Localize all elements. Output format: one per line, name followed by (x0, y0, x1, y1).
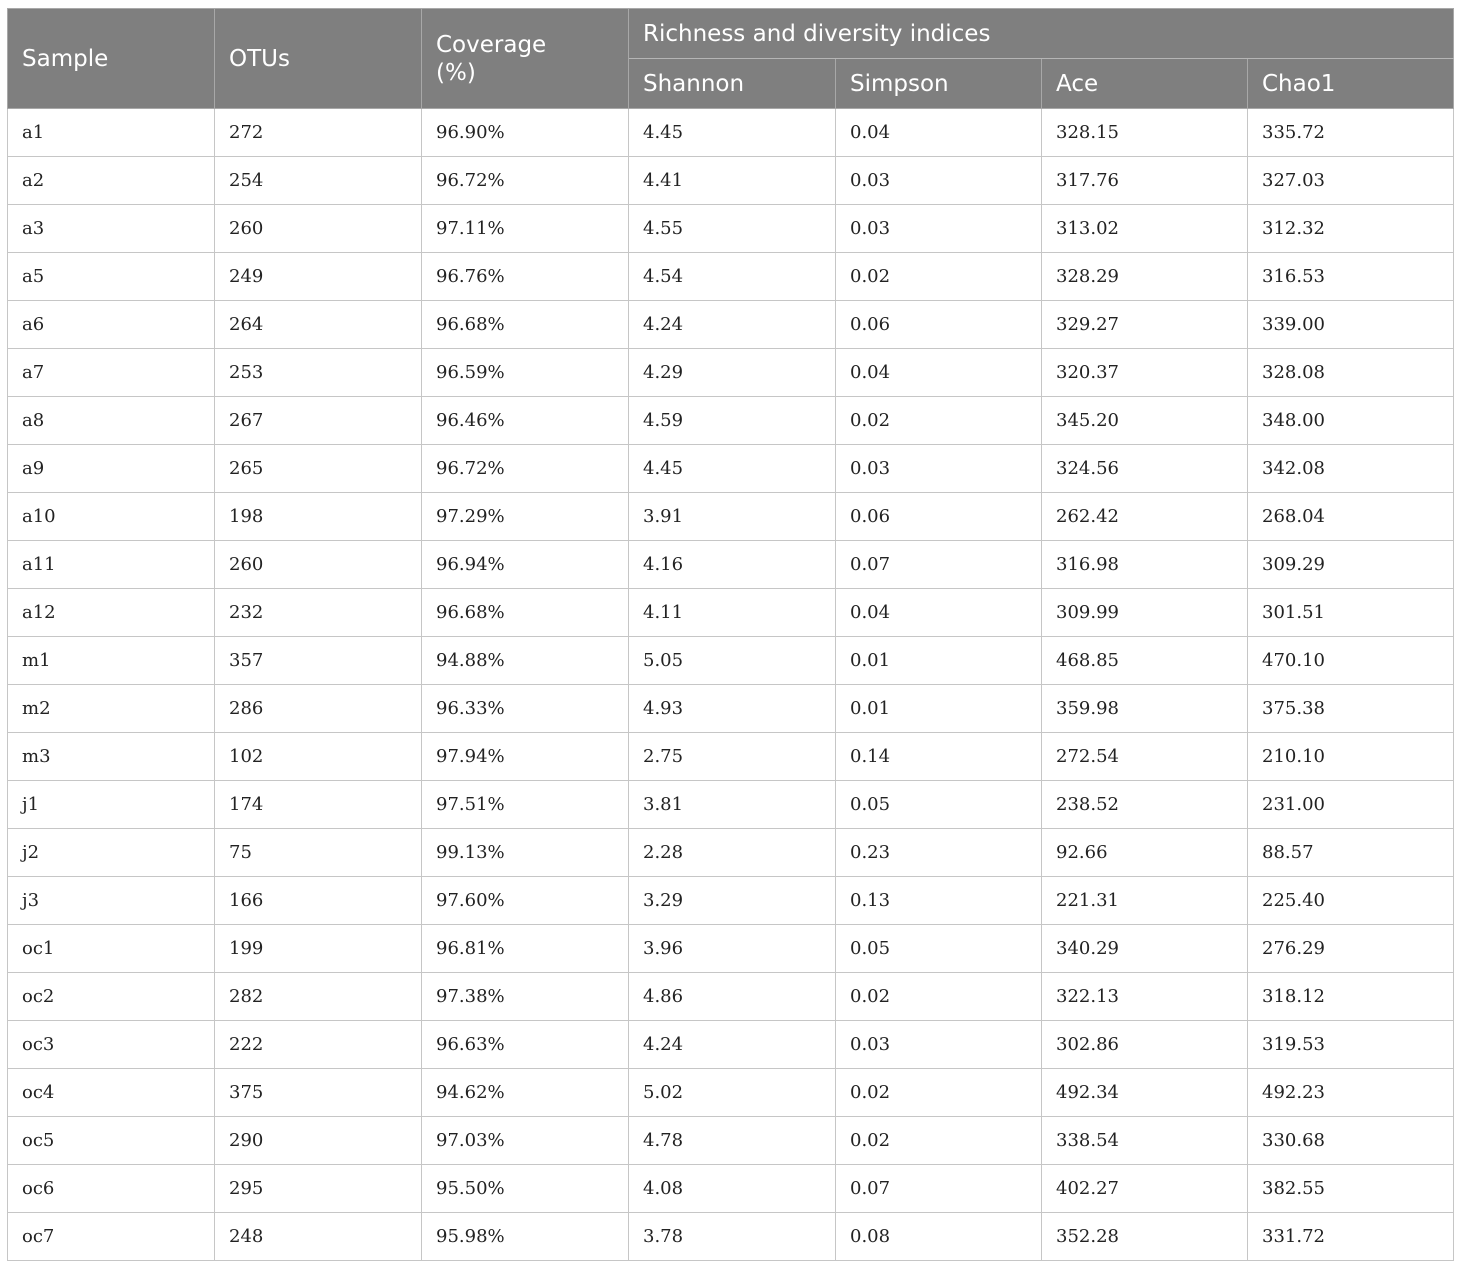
cell-otus: 174 (215, 781, 422, 829)
cell-otus: 260 (215, 541, 422, 589)
cell-shannon: 4.78 (629, 1117, 836, 1165)
cell-chao1: 268.04 (1248, 493, 1454, 541)
cell-sample: a8 (8, 397, 215, 445)
cell-chao1: 210.10 (1248, 733, 1454, 781)
cell-otus: 265 (215, 445, 422, 493)
cell-otus: 375 (215, 1069, 422, 1117)
cell-otus: 75 (215, 829, 422, 877)
cell-ace: 316.98 (1042, 541, 1248, 589)
cell-shannon: 4.11 (629, 589, 836, 637)
cell-chao1: 231.00 (1248, 781, 1454, 829)
cell-simpson: 0.07 (836, 1165, 1042, 1213)
cell-coverage: 96.90% (422, 109, 629, 157)
cell-simpson: 0.05 (836, 925, 1042, 973)
cell-chao1: 348.00 (1248, 397, 1454, 445)
cell-sample: a9 (8, 445, 215, 493)
cell-ace: 359.98 (1042, 685, 1248, 733)
cell-otus: 253 (215, 349, 422, 397)
cell-shannon: 4.45 (629, 445, 836, 493)
cell-chao1: 301.51 (1248, 589, 1454, 637)
cell-shannon: 4.45 (629, 109, 836, 157)
cell-chao1: 327.03 (1248, 157, 1454, 205)
cell-ace: 328.29 (1042, 253, 1248, 301)
cell-simpson: 0.01 (836, 685, 1042, 733)
cell-coverage: 97.38% (422, 973, 629, 1021)
diversity-table (7, 8, 1454, 1261)
cell-chao1: 318.12 (1248, 973, 1454, 1021)
cell-coverage: 94.62% (422, 1069, 629, 1117)
cell-ace: 221.31 (1042, 877, 1248, 925)
cell-shannon: 4.59 (629, 397, 836, 445)
cell-coverage: 97.51% (422, 781, 629, 829)
cell-ace: 302.86 (1042, 1021, 1248, 1069)
table-header (8, 9, 1454, 109)
cell-shannon: 5.05 (629, 637, 836, 685)
cell-shannon: 3.78 (629, 1213, 836, 1261)
cell-coverage: 94.88% (422, 637, 629, 685)
cell-otus: 198 (215, 493, 422, 541)
cell-simpson: 0.03 (836, 445, 1042, 493)
cell-shannon: 3.29 (629, 877, 836, 925)
cell-chao1: 88.57 (1248, 829, 1454, 877)
table-row (8, 205, 1454, 253)
cell-ace: 338.54 (1042, 1117, 1248, 1165)
table-row (8, 877, 1454, 925)
cell-coverage: 97.29% (422, 493, 629, 541)
cell-shannon: 3.91 (629, 493, 836, 541)
cell-shannon: 4.41 (629, 157, 836, 205)
table-row (8, 637, 1454, 685)
cell-sample: oc5 (8, 1117, 215, 1165)
cell-chao1: 375.38 (1248, 685, 1454, 733)
cell-sample: oc3 (8, 1021, 215, 1069)
table-row (8, 1213, 1454, 1261)
cell-ace: 329.27 (1042, 301, 1248, 349)
table-row (8, 157, 1454, 205)
table-row (8, 109, 1454, 157)
cell-simpson: 0.07 (836, 541, 1042, 589)
cell-shannon: 4.55 (629, 205, 836, 253)
cell-ace: 320.37 (1042, 349, 1248, 397)
cell-sample: a5 (8, 253, 215, 301)
cell-simpson: 0.03 (836, 205, 1042, 253)
cell-coverage: 96.72% (422, 445, 629, 493)
table-row (8, 397, 1454, 445)
cell-shannon: 4.08 (629, 1165, 836, 1213)
cell-coverage: 96.94% (422, 541, 629, 589)
cell-coverage: 97.03% (422, 1117, 629, 1165)
cell-ace: 309.99 (1042, 589, 1248, 637)
cell-chao1: 309.29 (1248, 541, 1454, 589)
cell-simpson: 0.23 (836, 829, 1042, 877)
cell-sample: a12 (8, 589, 215, 637)
cell-sample: oc6 (8, 1165, 215, 1213)
cell-simpson: 0.02 (836, 253, 1042, 301)
cell-sample: a3 (8, 205, 215, 253)
cell-otus: 102 (215, 733, 422, 781)
table-row (8, 925, 1454, 973)
cell-shannon: 4.29 (629, 349, 836, 397)
header-richness-diversity-group: Richness and diversity indices (629, 9, 1454, 59)
cell-ace: 272.54 (1042, 733, 1248, 781)
cell-shannon: 3.81 (629, 781, 836, 829)
cell-coverage: 97.94% (422, 733, 629, 781)
cell-simpson: 0.02 (836, 397, 1042, 445)
header-row-top (8, 9, 1454, 59)
cell-sample: a11 (8, 541, 215, 589)
cell-simpson: 0.01 (836, 637, 1042, 685)
cell-otus: 249 (215, 253, 422, 301)
cell-chao1: 342.08 (1248, 445, 1454, 493)
cell-otus: 264 (215, 301, 422, 349)
cell-otus: 232 (215, 589, 422, 637)
cell-otus: 267 (215, 397, 422, 445)
table-row (8, 1021, 1454, 1069)
cell-chao1: 319.53 (1248, 1021, 1454, 1069)
cell-ace: 92.66 (1042, 829, 1248, 877)
header-simpson: Simpson (836, 59, 1042, 109)
cell-ace: 317.76 (1042, 157, 1248, 205)
cell-coverage: 96.68% (422, 589, 629, 637)
cell-sample: j3 (8, 877, 215, 925)
cell-simpson: 0.14 (836, 733, 1042, 781)
cell-otus: 272 (215, 109, 422, 157)
cell-chao1: 382.55 (1248, 1165, 1454, 1213)
table-row (8, 1165, 1454, 1213)
table-row (8, 685, 1454, 733)
cell-chao1: 470.10 (1248, 637, 1454, 685)
cell-ace: 322.13 (1042, 973, 1248, 1021)
table-row (8, 781, 1454, 829)
cell-simpson: 0.04 (836, 349, 1042, 397)
cell-shannon: 4.54 (629, 253, 836, 301)
table-row (8, 445, 1454, 493)
cell-coverage: 96.76% (422, 253, 629, 301)
cell-otus: 357 (215, 637, 422, 685)
cell-sample: a6 (8, 301, 215, 349)
cell-ace: 345.20 (1042, 397, 1248, 445)
cell-simpson: 0.05 (836, 781, 1042, 829)
cell-chao1: 276.29 (1248, 925, 1454, 973)
cell-chao1: 331.72 (1248, 1213, 1454, 1261)
cell-otus: 248 (215, 1213, 422, 1261)
cell-shannon: 4.93 (629, 685, 836, 733)
cell-coverage: 96.72% (422, 157, 629, 205)
cell-simpson: 0.06 (836, 493, 1042, 541)
table-body (8, 109, 1454, 1261)
table-row (8, 1069, 1454, 1117)
cell-shannon: 2.28 (629, 829, 836, 877)
cell-otus: 222 (215, 1021, 422, 1069)
cell-coverage: 97.11% (422, 205, 629, 253)
cell-ace: 328.15 (1042, 109, 1248, 157)
table-row (8, 301, 1454, 349)
cell-otus: 199 (215, 925, 422, 973)
cell-simpson: 0.02 (836, 1117, 1042, 1165)
cell-sample: m3 (8, 733, 215, 781)
cell-chao1: 335.72 (1248, 109, 1454, 157)
cell-chao1: 316.53 (1248, 253, 1454, 301)
cell-ace: 492.34 (1042, 1069, 1248, 1117)
cell-coverage: 99.13% (422, 829, 629, 877)
header-otus: OTUs (215, 9, 422, 109)
cell-coverage: 96.81% (422, 925, 629, 973)
cell-sample: oc4 (8, 1069, 215, 1117)
cell-simpson: 0.06 (836, 301, 1042, 349)
cell-coverage: 97.60% (422, 877, 629, 925)
table-row (8, 589, 1454, 637)
table-row (8, 349, 1454, 397)
cell-sample: a1 (8, 109, 215, 157)
cell-shannon: 4.16 (629, 541, 836, 589)
cell-sample: j2 (8, 829, 215, 877)
table-row (8, 829, 1454, 877)
cell-coverage: 96.59% (422, 349, 629, 397)
header-shannon: Shannon (629, 59, 836, 109)
cell-shannon: 4.24 (629, 301, 836, 349)
cell-coverage: 96.33% (422, 685, 629, 733)
cell-coverage: 95.50% (422, 1165, 629, 1213)
cell-sample: a2 (8, 157, 215, 205)
table-row (8, 253, 1454, 301)
cell-sample: j1 (8, 781, 215, 829)
header-ace: Ace (1042, 59, 1248, 109)
cell-sample: oc2 (8, 973, 215, 1021)
cell-shannon: 2.75 (629, 733, 836, 781)
cell-otus: 295 (215, 1165, 422, 1213)
cell-otus: 254 (215, 157, 422, 205)
cell-ace: 402.27 (1042, 1165, 1248, 1213)
cell-otus: 286 (215, 685, 422, 733)
cell-ace: 238.52 (1042, 781, 1248, 829)
cell-chao1: 339.00 (1248, 301, 1454, 349)
cell-sample: m1 (8, 637, 215, 685)
cell-ace: 468.85 (1042, 637, 1248, 685)
table-row (8, 493, 1454, 541)
cell-sample: a7 (8, 349, 215, 397)
cell-coverage: 95.98% (422, 1213, 629, 1261)
cell-chao1: 225.40 (1248, 877, 1454, 925)
cell-otus: 282 (215, 973, 422, 1021)
header-sample: Sample (8, 9, 215, 109)
cell-otus: 290 (215, 1117, 422, 1165)
cell-chao1: 492.23 (1248, 1069, 1454, 1117)
cell-shannon: 4.24 (629, 1021, 836, 1069)
cell-coverage: 96.46% (422, 397, 629, 445)
cell-simpson: 0.13 (836, 877, 1042, 925)
cell-ace: 262.42 (1042, 493, 1248, 541)
cell-shannon: 5.02 (629, 1069, 836, 1117)
cell-simpson: 0.02 (836, 973, 1042, 1021)
cell-sample: m2 (8, 685, 215, 733)
cell-ace: 352.28 (1042, 1213, 1248, 1261)
cell-simpson: 0.04 (836, 109, 1042, 157)
cell-sample: oc1 (8, 925, 215, 973)
cell-ace: 324.56 (1042, 445, 1248, 493)
cell-ace: 340.29 (1042, 925, 1248, 973)
cell-shannon: 4.86 (629, 973, 836, 1021)
cell-sample: oc7 (8, 1213, 215, 1261)
cell-otus: 166 (215, 877, 422, 925)
cell-chao1: 312.32 (1248, 205, 1454, 253)
cell-simpson: 0.08 (836, 1213, 1042, 1261)
cell-chao1: 328.08 (1248, 349, 1454, 397)
cell-coverage: 96.63% (422, 1021, 629, 1069)
table-row (8, 733, 1454, 781)
header-chao1: Chao1 (1248, 59, 1454, 109)
cell-simpson: 0.04 (836, 589, 1042, 637)
table-row (8, 973, 1454, 1021)
cell-shannon: 3.96 (629, 925, 836, 973)
cell-sample: a10 (8, 493, 215, 541)
cell-chao1: 330.68 (1248, 1117, 1454, 1165)
table-row (8, 1117, 1454, 1165)
table-row (8, 541, 1454, 589)
cell-otus: 260 (215, 205, 422, 253)
cell-ace: 313.02 (1042, 205, 1248, 253)
cell-simpson: 0.03 (836, 1021, 1042, 1069)
cell-coverage: 96.68% (422, 301, 629, 349)
cell-simpson: 0.02 (836, 1069, 1042, 1117)
cell-simpson: 0.03 (836, 157, 1042, 205)
header-coverage: Coverage (%) (422, 9, 629, 109)
